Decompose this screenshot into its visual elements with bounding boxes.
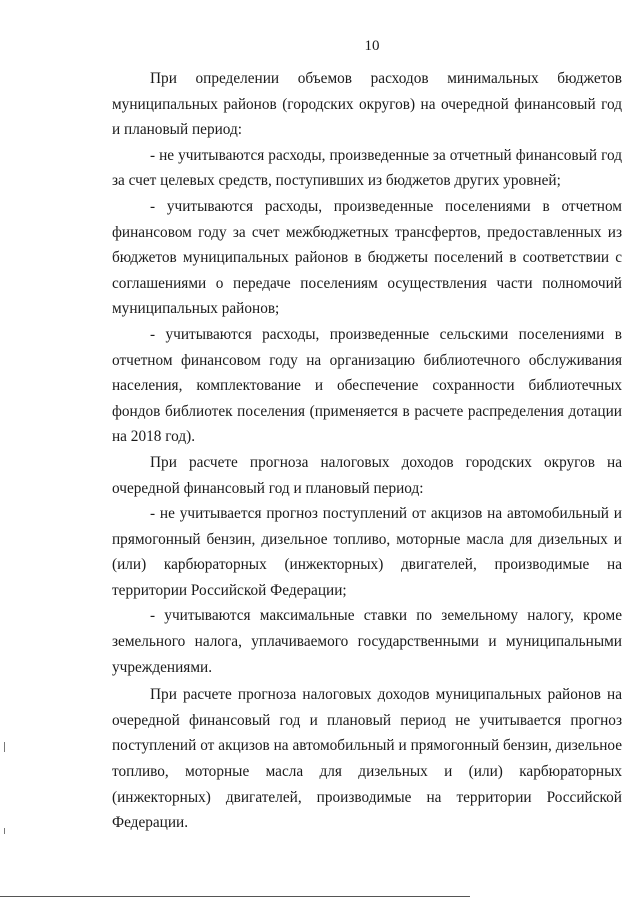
margin-speck [4, 742, 5, 752]
margin-speck [4, 828, 5, 834]
paragraph-excise-districts: При расчете прогноза налоговых доходов муниципальных районов на очередной финансовый год и плановый период не учитывается прогноз поступлений от акцизов на автомобильный и прямогонный бензин, дизельное топливо, моторные масла для дизельных и (или) карбюраторных (инжекторных) двигателей, производимые на территории Российской Федерации. [112, 686, 622, 832]
paragraph-excise-city: - не учитывается прогноз поступлений от акцизов на автомобильный и прямогонный бензин, дизельное топливо, моторные масла для дизельных и (или) карбюраторных (инжекторных) двигателей, производимые на территории Российской Федерации; [112, 505, 622, 599]
paragraph-land-tax: - учитываются максимальные ставки по земельному налогу, кроме земельного налога, уплачиваемого государственными и муниципальными учреждениями. [112, 607, 622, 676]
paragraph-intro-city-revenue: При расчете прогноза налоговых доходов городских округов на очередной финансовый год и плановый период: [112, 453, 622, 497]
paragraph-libraries: - учитываются расходы, произведенные сельскими поселениями в отчетном финансовом году на организацию библиотечного обслуживания населения, комплектование и обеспечение сохранности библиотечных фондов библиотек поселения (применяется в расчете распределения дотации на 2018 год). [112, 325, 622, 446]
paragraph-transfers: - учитываются расходы, произведенные поселениями в отчетном финансовом году за счет межбюджетных трансфертов, предоставленных из бюджетов муниципальных районов в бюджеты поселений в соответствии с соглашениями о передаче поселениям осуществления части полномочий муниципальных районов; [112, 197, 622, 318]
paragraph-target-funds: - не учитываются расходы, произведенные за отчетный финансовый год за счет целевых средств, поступивших из бюджетов других уровней; [112, 146, 622, 190]
page-number: 10 [364, 38, 380, 54]
paragraph-intro-expenses: При определении объемов расходов минимальных бюджетов муниципальных районов (городских округов) на очередной финансовый год и плановый период: [112, 70, 622, 139]
document-body [112, 66, 622, 836]
bottom-rule [0, 896, 470, 897]
